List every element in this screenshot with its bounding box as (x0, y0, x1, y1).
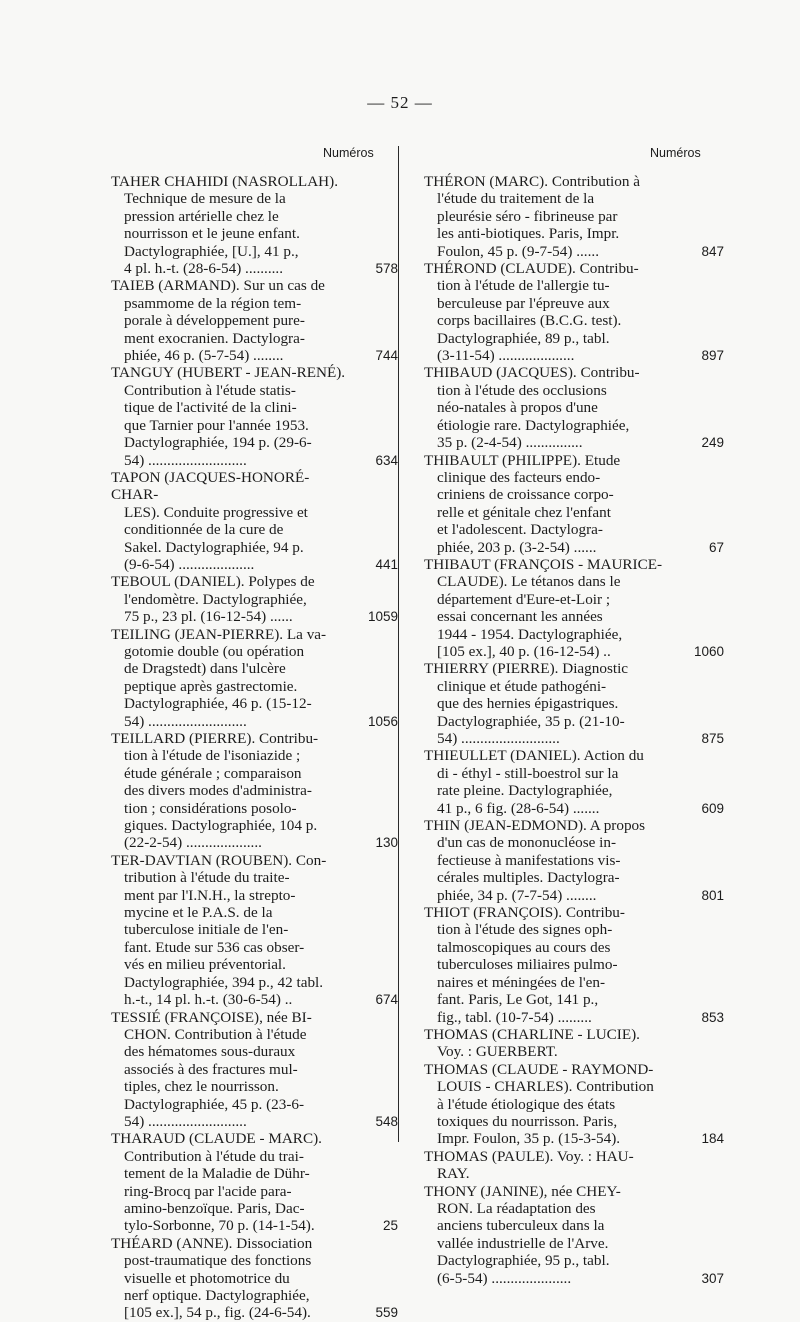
entry-line: TER-DAVTIAN (ROUBEN). Con- (111, 851, 327, 869)
entry-line: porale à développement pure- (124, 312, 305, 330)
entry-line: Impr. Foulon, 35 p. (15-3-54). (437, 1130, 621, 1148)
entry-line: tion à l'étude de l'isoniazide ; (124, 747, 301, 765)
entry-number: 609 (701, 800, 724, 816)
entry-line: corps bacillaires (B.C.G. test). (437, 312, 622, 330)
entry-line: nourrisson et le jeune enfant. (124, 225, 300, 243)
entry-text (111, 1235, 349, 1322)
index-entry (111, 626, 398, 730)
entry-line: tuberculoses miliaires pulmo- (437, 956, 618, 974)
entry-line: Sakel. Dactylographiée, 94 p. (124, 538, 304, 556)
index-entry (111, 730, 398, 852)
entry-line: fant. Paris, Le Got, 141 p., (437, 991, 599, 1009)
entry-text (424, 1183, 672, 1287)
index-entry (424, 452, 724, 556)
entry-line: THIERRY (PIERRE). Diagnostic (424, 660, 629, 678)
entry-line: ment exocranien. Dactylogra- (124, 329, 305, 347)
entry-number: 634 (375, 452, 398, 468)
entry-line: département d'Eure-et-Loir ; (437, 590, 611, 608)
entry-line: TAHER CHAHIDI (NASROLLAH). (111, 173, 338, 190)
entry-text (111, 364, 349, 468)
entry-line: CHON. Contribution à l'étude (124, 1025, 307, 1043)
entry-line: criniens de croissance corpo- (437, 486, 614, 504)
index-entry (111, 573, 398, 625)
entry-text (424, 260, 672, 364)
entry-line: clinique des facteurs endo- (437, 468, 601, 486)
index-entry (424, 556, 724, 660)
column-divider (398, 146, 399, 1142)
entry-text (111, 1130, 349, 1234)
column-heading-left: Numéros (323, 146, 374, 160)
entry-text (111, 1009, 349, 1131)
page-number: — 52 — (367, 93, 433, 112)
entry-line: conditionnée de la cure de (124, 521, 284, 539)
entry-text (424, 556, 672, 660)
entry-text (424, 173, 672, 260)
entry-line: étude générale ; comparaison (124, 764, 302, 782)
entry-line: l'étude du traitement de la (437, 190, 595, 208)
index-entry (111, 1235, 398, 1322)
entry-line: des divers modes d'administra- (124, 782, 312, 800)
index-entry (424, 364, 724, 451)
entry-line: 54) .......................... (124, 451, 247, 469)
entry-line: clinique et étude pathogéni- (437, 677, 607, 695)
entry-number: 875 (701, 731, 724, 746)
entry-number: 67 (708, 539, 724, 555)
entry-number: 1059 (367, 609, 398, 625)
entry-line: THÉARD (ANNE). Dissociation (111, 1234, 313, 1252)
entry-line: TEILING (JEAN-PIERRE). La va- (111, 625, 327, 643)
entry-line: vallée industrielle de l'Arve. (437, 1234, 609, 1252)
entry-line: THÉROND (CLAUDE). Contribu- (424, 260, 639, 278)
entry-line: TANGUY (HUBERT - JEAN-RENÉ). (111, 364, 346, 382)
entry-line: fant. Etude sur 536 cas obser- (124, 938, 305, 956)
index-entry (111, 277, 398, 364)
index-entry (424, 1026, 724, 1061)
entry-text (111, 173, 349, 277)
entry-line: psammome de la région tem- (124, 294, 302, 312)
entry-line: tuberculose initiale de l'en- (124, 921, 289, 939)
entry-line: RAY. (437, 1165, 470, 1183)
entry-line: THARAUD (CLAUDE - MARC). (111, 1130, 322, 1148)
entry-line: peptique après gastrectomie. (124, 677, 298, 695)
entry-line: Dactylographiée, 89 p., tabl. (437, 329, 610, 347)
entry-line: nerf optique. Dactylographiée, (124, 1287, 310, 1304)
entry-line: que des hernies épigastriques. (437, 695, 619, 713)
entry-line: néo-natales à propos d'une (437, 399, 598, 417)
index-entry (111, 1009, 398, 1131)
entry-line: 4 pl. h.-t. (28-6-54) .......... (124, 260, 284, 278)
entry-text (111, 469, 349, 573)
index-entry (111, 469, 398, 573)
entry-line: TAPON (JACQUES-HONORÉ-CHAR- (111, 468, 310, 504)
entry-line: THÉRON (MARC). Contribution à (424, 173, 640, 190)
entry-line: à l'étude étiologique des états (437, 1095, 616, 1113)
entry-text (424, 364, 672, 451)
entry-text (424, 1148, 672, 1183)
entry-number: 441 (375, 556, 398, 572)
entry-line: ring-Brocq par l'acide para- (124, 1182, 292, 1200)
entry-number: 801 (701, 887, 724, 903)
entry-number: 578 (375, 261, 398, 277)
entry-line: 35 p. (2-4-54) ............... (437, 434, 583, 452)
entry-line: (9-6-54) .................... (124, 555, 255, 573)
entry-line: tement de la Maladie de Dühr- (124, 1165, 310, 1183)
entry-line: l'endomètre. Dactylographiée, (124, 590, 307, 608)
entry-line: THONY (JANINE), née CHEY- (424, 1182, 621, 1200)
entry-line: 1944 - 1954. Dactylographiée, (437, 625, 623, 643)
entry-line: THIBAUD (JACQUES). Contribu- (424, 364, 640, 382)
entry-line: h.-t., 14 pl. h.-t. (30-6-54) .. (124, 991, 293, 1009)
entry-line: phiée, 46 p. (5-7-54) ........ (124, 347, 284, 365)
entry-line: THIBAUT (FRANÇOIS - MAURICE- (424, 555, 663, 573)
entry-line: visuelle et photomotrice du (124, 1269, 290, 1287)
entry-line: phiée, 34 p. (7-7-54) ........ (437, 886, 597, 904)
entry-text (424, 1026, 672, 1061)
entry-line: tique de l'activité de la clini- (124, 399, 297, 417)
entry-line: mycine et le P.A.S. de la (124, 904, 273, 922)
entry-number: 853 (701, 1009, 724, 1025)
index-entry (424, 904, 724, 1026)
entry-line: tiples, chez le nourrisson. (124, 1078, 279, 1096)
entry-line: CLAUDE). Le tétanos dans le (437, 573, 621, 591)
index-entry (424, 1061, 724, 1148)
index-entry (424, 1183, 724, 1287)
entry-text (424, 747, 672, 817)
column-heading-right: Numéros (650, 146, 701, 160)
entry-line: 41 p., 6 fig. (28-6-54) ....... (437, 799, 600, 817)
entry-line: LOUIS - CHARLES). Contribution (437, 1078, 654, 1096)
entry-line: post-traumatique des fonctions (124, 1252, 312, 1270)
right-column (424, 173, 724, 1287)
entry-line: Technique de mesure de la (124, 190, 286, 208)
entry-line: gotomie double (ou opération (124, 642, 305, 660)
entry-line: naires et méningées de l'en- (437, 973, 606, 991)
entry-line: tion à l'étude de l'allergie tu- (437, 277, 610, 295)
index-entry (424, 173, 724, 260)
entry-line: tylo-Sorbonne, 70 p. (14-1-54). (124, 1217, 315, 1235)
entry-line: tion ; considérations posolo- (124, 799, 297, 817)
entry-text (424, 452, 672, 556)
entry-line: anciens tuberculeux dans la (437, 1217, 605, 1235)
entry-text (111, 277, 349, 364)
entry-line: d'un cas de mononucléose in- (437, 834, 617, 852)
entry-line: fectieuse à manifestations vis- (437, 851, 621, 869)
entry-line: Dactylographiée, 95 p., tabl. (437, 1252, 610, 1270)
entry-text (111, 626, 349, 730)
entry-line: RON. La réadaptation des (437, 1199, 596, 1217)
entry-line: Dactylographiée, 394 p., 42 tabl. (124, 973, 324, 991)
entry-line: Voy. : GUERBERT. (437, 1043, 558, 1061)
entry-line: (3-11-54) .................... (437, 347, 575, 365)
entry-line: THIOT (FRANÇOIS). Contribu- (424, 904, 625, 922)
entry-line: 54) .......................... (124, 712, 247, 730)
entry-line: Contribution à l'étude statis- (124, 381, 296, 399)
entry-line: THIN (JEAN-EDMOND). A propos (424, 817, 646, 835)
entry-text (424, 1061, 672, 1148)
entry-line: (22-2-54) .................... (124, 834, 262, 852)
entry-line: Dactylographiée, 46 p. (15-12- (124, 695, 312, 713)
entry-line: étiologie rare. Dactylographiée, (437, 416, 630, 434)
entry-line: toxiques du nourrisson. Paris, (437, 1112, 618, 1130)
entry-line: (6-5-54) ..................... (437, 1269, 572, 1287)
entry-number: 559 (375, 1305, 398, 1321)
entry-line: Dactylographiée, 45 p. (23-6- (124, 1095, 305, 1113)
entry-line: THOMAS (PAULE). Voy. : HAU- (424, 1147, 634, 1165)
entry-text (424, 904, 672, 1026)
entry-line: THOMAS (CHARLINE - LUCIE). (424, 1025, 640, 1043)
entry-number: 184 (701, 1131, 724, 1147)
entry-number: 130 (375, 835, 398, 851)
entry-line: TEBOUL (DANIEL). Polypes de (111, 573, 315, 591)
entry-line: que Tarnier pour l'année 1953. (124, 416, 309, 434)
entry-line: Dactylographiée, [U.], 41 p., (124, 242, 299, 260)
index-entry (111, 364, 398, 468)
entry-line: tion à l'étude des signes oph- (437, 921, 613, 939)
entry-line: relle et génitale chez l'enfant (437, 503, 611, 521)
entry-line: tribution à l'étude du traite- (124, 869, 290, 887)
index-entry (111, 852, 398, 1009)
entry-line: phiée, 203 p. (3-2-54) ...... (437, 538, 597, 556)
entry-line: essai concernant les années (437, 608, 603, 626)
entry-number: 744 (375, 348, 398, 364)
entry-number: 897 (701, 348, 724, 364)
entry-number: 307 (701, 1270, 724, 1286)
entry-line: associés à des fractures mul- (124, 1060, 298, 1078)
entry-line: des hématomes sous-duraux (124, 1043, 296, 1061)
index-entry (111, 173, 398, 277)
entry-line: vés en milieu préventorial. (124, 956, 286, 974)
entry-line: talmoscopiques au cours des (437, 938, 611, 956)
entry-line: Dactylographiée, 194 p. (29-6- (124, 434, 312, 452)
entry-line: THOMAS (CLAUDE - RAYMOND- (424, 1060, 654, 1078)
entry-line: tion à l'étude des occlusions (437, 381, 607, 399)
entry-number: 1060 (693, 643, 724, 659)
index-entry (424, 1148, 724, 1183)
entry-line: [105 ex.], 54 p., fig. (24-6-54). (124, 1304, 311, 1322)
entry-line: ment par l'I.N.H., la strepto- (124, 886, 296, 904)
index-entry (111, 1130, 398, 1234)
index-entry (424, 260, 724, 364)
entry-line: THIEULLET (DANIEL). Action du (424, 747, 644, 765)
index-entry (424, 747, 724, 817)
entry-line: Contribution à l'étude du trai- (124, 1147, 304, 1165)
entry-line: TESSIÉ (FRANÇOISE), née BI- (111, 1008, 312, 1026)
entry-line: fig., tabl. (10-7-54) ......... (437, 1008, 592, 1026)
entry-line: TEILLARD (PIERRE). Contribu- (111, 730, 319, 747)
entry-line: les anti-biotiques. Paris, Impr. (437, 225, 620, 243)
entry-line: amino-benzoïque. Paris, Dac- (124, 1199, 305, 1217)
entry-line: giques. Dactylographiée, 104 p. (124, 817, 318, 835)
entry-line: pression artérielle chez le (124, 207, 279, 225)
entry-text (424, 817, 672, 904)
entry-line: Dactylographiée, 35 p. (21-10- (437, 712, 625, 730)
left-column (111, 173, 398, 1322)
entry-line: LES). Conduite progressive et (124, 503, 308, 521)
entry-number: 1056 (367, 713, 398, 729)
entry-line: di - éthyl - still-boestrol sur la (437, 764, 619, 782)
entry-line: rate pleine. Dactylographiée, (437, 782, 613, 800)
entry-line: THIBAULT (PHILIPPE). Etude (424, 451, 621, 469)
entry-line: [105 ex.], 40 p. (16-12-54) .. (437, 642, 611, 660)
entry-line: cérales multiples. Dactylogra- (437, 869, 620, 887)
entry-line: Foulon, 45 p. (9-7-54) ...... (437, 242, 599, 260)
entry-line: 54) .......................... (124, 1112, 247, 1130)
entry-line: 54) .......................... (437, 730, 560, 747)
entry-number: 674 (375, 992, 398, 1008)
entry-number: 249 (701, 435, 724, 451)
entry-line: 75 p., 23 pl. (16-12-54) ...... (124, 608, 293, 626)
entry-number: 25 (382, 1218, 398, 1234)
entry-text (111, 730, 349, 852)
entry-number: 548 (375, 1113, 398, 1129)
entry-number: 847 (701, 243, 724, 259)
entry-line: TAIEB (ARMAND). Sur un cas de (111, 277, 325, 295)
entry-line: et l'adolescent. Dactylogra- (437, 521, 603, 539)
index-entry (424, 660, 724, 747)
entry-text (424, 660, 672, 747)
entry-line: de Dragstedt) dans l'ulcère (124, 660, 286, 678)
entry-line: berculeuse par l'épreuve aux (437, 294, 610, 312)
entry-text (111, 852, 349, 1009)
entry-line: pleurésie séro - fibrineuse par (437, 207, 618, 225)
entry-text (111, 573, 349, 625)
index-entry (424, 817, 724, 904)
